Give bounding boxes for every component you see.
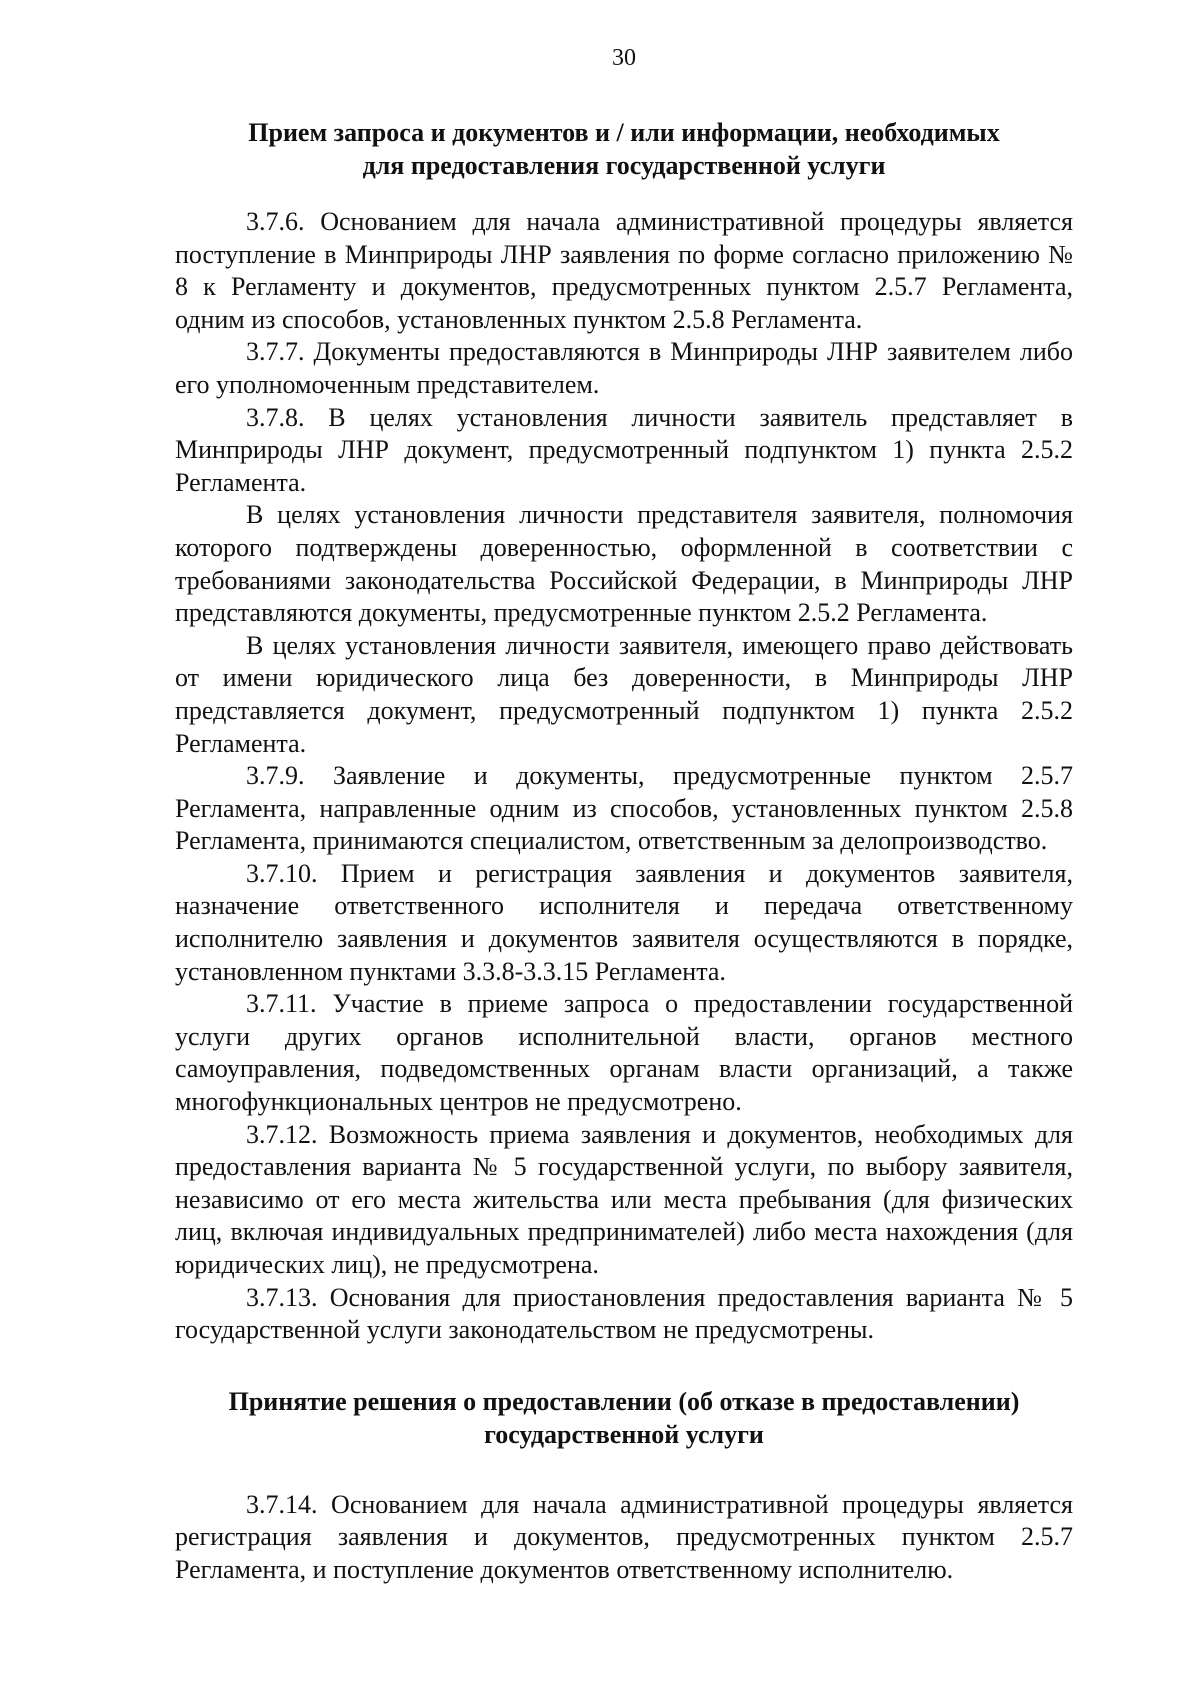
paragraph: В целях установления личности заявителя, имеющего право действовать от имени юридического лица без доверенности, в Минприроды ЛНР представляется документ, предусмотренный подпунктом 1) пункта 2.5.2 Регламента. bbox=[175, 630, 1073, 758]
section-heading-line: для предоставления государственной услуги bbox=[362, 151, 886, 180]
paragraph: 3.7.13. Основания для приостановления предоставления варианта № 5 государственной услуги законодательством не предусмотрены. bbox=[175, 1282, 1073, 1345]
paragraph: 3.7.6. Основанием для начала административной процедуры является поступление в Минприроды ЛНР заявления по форме согласно приложению № 8 к Регламенту и документов, предусмотренных пунктом 2.5.7 Регламента, одним из способов, установленных пунктом 2.5.8 Регламента. bbox=[175, 207, 1073, 334]
section-heading bbox=[175, 1385, 1073, 1451]
paragraph: 3.7.8. В целях установления личности заявитель представляет в Минприроды ЛНР документ, предусмотренный подпунктом 1) пункта 2.5.2 Регламента. bbox=[175, 402, 1073, 497]
paragraph: 3.7.9. Заявление и документы, предусмотренные пунктом 2.5.7 Регламента, направленные одним из способов, установленных пунктом 2.5.8 Регламента, принимаются специалистом, ответственным за делопроизводство. bbox=[175, 761, 1073, 856]
paragraph: 3.7.14. Основанием для начала административной процедуры является регистрация заявления и документов, предусмотренных пунктом 2.5.7 Регламента, и поступление документов ответственному исполнителю. bbox=[175, 1489, 1073, 1584]
paragraph: 3.7.11. Участие в приеме запроса о предоставлении государственной услуги других органов исполнительной власти, органов местного самоуправления, подведомственных органам власти организаций, а также многофункциональных центров не предусмотрено. bbox=[175, 989, 1073, 1117]
section-heading-line: Прием запроса и документов и / или информации, необходимых bbox=[248, 118, 1000, 147]
section-heading-line: Принятие решения о предоставлении (об отказе в предоставлении) bbox=[228, 1386, 1020, 1416]
section-heading-line: государственной услуги bbox=[484, 1419, 764, 1449]
paragraph: 3.7.10. Прием и регистрация заявления и документов заявителя, назначение ответственного исполнителя и передача ответственному исполнителю заявления и документов заявителя осуществляются в порядке, установленном пунктами 3.3.8-3.3.15 Регламента. bbox=[175, 858, 1073, 986]
paragraph: 3.7.12. Возможность приема заявления и документов, необходимых для предоставления варианта № 5 государственной услуги, по выбору заявителя, независимо от его места жительства или места пребывания (для физических лиц, включая индивидуальных предпринимателей) либо места нахождения (для юридических лиц), не предусмотрена. bbox=[175, 1119, 1073, 1279]
paragraph: 3.7.7. Документы предоставляются в Минприроды ЛНР заявителем либо его уполномоченным представителем. bbox=[175, 337, 1073, 399]
section-heading bbox=[175, 116, 1073, 182]
page-number: 30 bbox=[612, 45, 636, 71]
paragraph: В целях установления личности представителя заявителя, полномочия которого подтверждены доверенностью, оформленной в соответствии с требованиями законодательства Российской Федерации, в Минприроды ЛНР представляются документы, предусмотренные пунктом 2.5.2 Регламента. bbox=[175, 500, 1073, 628]
